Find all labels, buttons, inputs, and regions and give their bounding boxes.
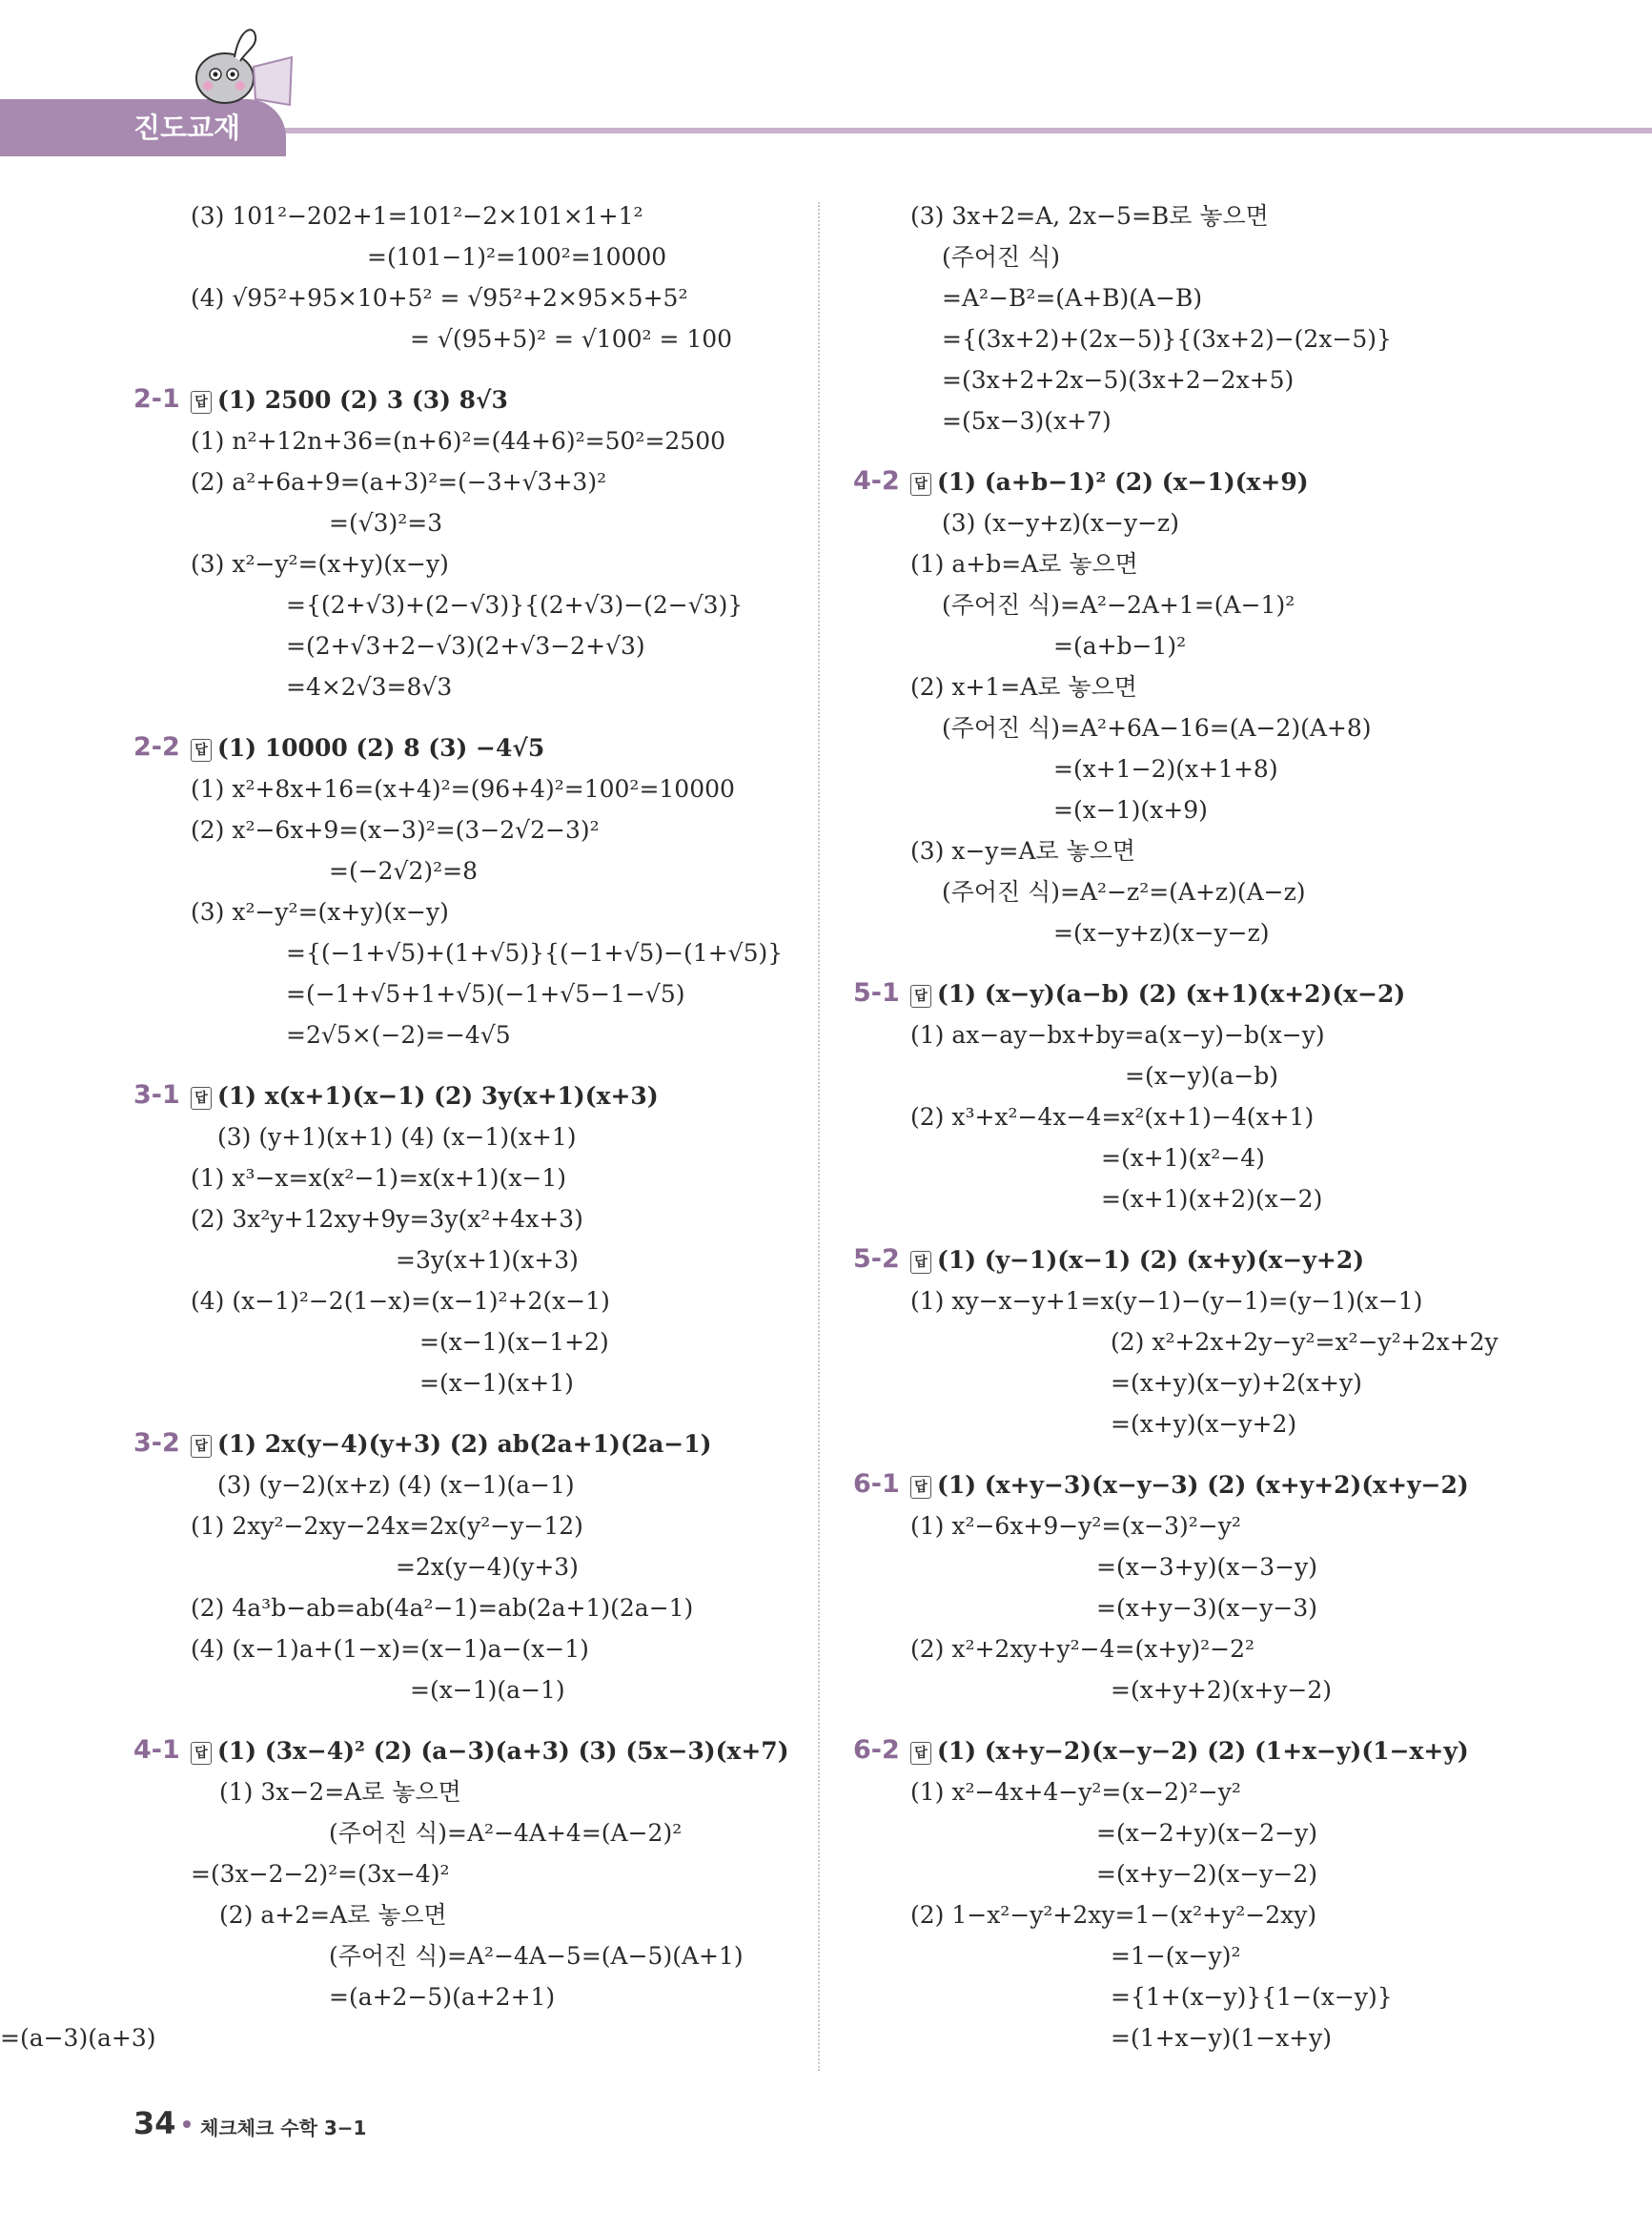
footer-bullet bbox=[183, 2120, 191, 2128]
rabbit-mascot-icon bbox=[187, 19, 301, 114]
solution-line: =(a−3)(a+3) bbox=[0, 2024, 156, 2052]
solution-line: (1) xy−x−y+1=x(y−1)−(y−1)=(y−1)(x−1) bbox=[910, 1287, 1423, 1315]
problem-number-3-1: 3-1 bbox=[133, 1080, 180, 1110]
answer-badge-icon: 답 bbox=[910, 985, 931, 1008]
solution-line: = √(95+5)² = √100² = 100 bbox=[410, 325, 733, 353]
answer-badge-icon: 답 bbox=[910, 1742, 931, 1765]
solution-line: (2) x²+2xy+y²−4=(x+y)²−2² bbox=[910, 1635, 1255, 1663]
solution-line: (주어진 식)=A²−4A+4=(A−2)² bbox=[329, 1819, 683, 1847]
solution-line: =(3x−2−2)²=(3x−4)² bbox=[191, 1860, 450, 1888]
solution-line: (2) x²−6x+9=(x−3)²=(3−2√2−3)² bbox=[191, 816, 600, 844]
solution-line: (3) x²−y²=(x+y)(x−y) bbox=[191, 550, 449, 578]
book-title: 체크체크 수학 3−1 bbox=[200, 2117, 367, 2139]
answer-text: (1) (3x−4)² (2) (a−3)(a+3) (3) (5x−3)(x+7) bbox=[217, 1737, 789, 1765]
solution-line: =(x−1)(x+9) bbox=[1053, 796, 1208, 824]
solution-line: ={1+(x−y)}{1−(x−y)} bbox=[1111, 1983, 1393, 2011]
answer-line bbox=[191, 1082, 659, 1111]
answer-text: (1) (a+b−1)² (2) (x−1)(x+9) bbox=[937, 468, 1309, 496]
solution-line: =(√3)²=3 bbox=[329, 509, 443, 537]
answer-badge-icon: 답 bbox=[910, 1476, 931, 1499]
solution-line: (3) 101²−202+1=101²−2×101×1+1² bbox=[191, 202, 643, 230]
answer-text: (1) (x−y)(a−b) (2) (x+1)(x+2)(x−2) bbox=[937, 980, 1406, 1008]
problem-number-6-2: 6-2 bbox=[853, 1735, 900, 1765]
solution-line: ={(−1+√5)+(1+√5)}{(−1+√5)−(1+√5)} bbox=[286, 939, 784, 967]
solution-line: ={(3x+2)+(2x−5)}{(3x+2)−(2x−5)} bbox=[942, 325, 1392, 353]
solution-line: =(x−1)(x−1+2) bbox=[419, 1328, 609, 1356]
solution-line: (1) 3x−2=A로 놓으면 bbox=[219, 1778, 461, 1806]
answer-line bbox=[191, 1430, 711, 1459]
answer-line bbox=[191, 734, 544, 763]
solution-line: (1) x³−x=x(x²−1)=x(x+1)(x−1) bbox=[191, 1164, 567, 1192]
problem-number-2-2: 2-2 bbox=[133, 732, 180, 762]
solution-line: (2) 4a³b−ab=ab(4a²−1)=ab(2a+1)(2a−1) bbox=[191, 1594, 694, 1622]
solution-line: =(a+2−5)(a+2+1) bbox=[329, 1983, 556, 2011]
answer-badge-icon: 답 bbox=[910, 1251, 931, 1274]
column-divider bbox=[818, 202, 820, 2071]
answer-badge-icon: 답 bbox=[191, 739, 212, 762]
solution-line: =(x+1)(x+2)(x−2) bbox=[1101, 1185, 1323, 1213]
solution-line: =4×2√3=8√3 bbox=[286, 673, 453, 701]
answer-text: (1) 2x(y−4)(y+3) (2) ab(2a+1)(2a−1) bbox=[217, 1430, 712, 1458]
solution-line: (1) x²−6x+9−y²=(x−3)²−y² bbox=[910, 1512, 1241, 1540]
solution-line: =(2+√3+2−√3)(2+√3−2+√3) bbox=[286, 632, 645, 660]
solution-line: =(5x−3)(x+7) bbox=[942, 407, 1112, 435]
solution-line: =(x+y)(x−y+2) bbox=[1111, 1410, 1297, 1438]
solution-line: (1) a+b=A로 놓으면 bbox=[910, 550, 1138, 578]
answer-line bbox=[910, 1246, 1364, 1275]
answer-line bbox=[191, 1737, 789, 1766]
solution-line: (1) n²+12n+36=(n+6)²=(44+6)²=50²=2500 bbox=[191, 427, 726, 455]
answer-line bbox=[910, 1737, 1469, 1766]
problem-number-5-1: 5-1 bbox=[853, 978, 900, 1008]
solution-line: =(x+y)(x−y)+2(x+y) bbox=[1111, 1369, 1362, 1397]
problem-number-2-1: 2-1 bbox=[133, 384, 180, 414]
solution-line: (1) ax−ay−bx+by=a(x−y)−b(x−y) bbox=[910, 1021, 1325, 1049]
solution-line: =(a+b−1)² bbox=[1053, 632, 1187, 660]
solution-line: (2) a²+6a+9=(a+3)²=(−3+√3+3)² bbox=[191, 468, 607, 496]
answer-text: (1) (x+y−3)(x−y−3) (2) (x+y+2)(x+y−2) bbox=[937, 1471, 1469, 1499]
solution-line: =(x+y+2)(x+y−2) bbox=[1111, 1676, 1333, 1704]
solution-line: =(1+x−y)(1−x+y) bbox=[1111, 2024, 1333, 2052]
solution-line: =(x−1)(a−1) bbox=[410, 1676, 565, 1704]
solution-line: =1−(x−y)² bbox=[1111, 1942, 1241, 1970]
solution-line: (4) (x−1)²−2(1−x)=(x−1)²+2(x−1) bbox=[191, 1287, 610, 1315]
answer-text: (1) 2500 (2) 3 (3) 8√3 bbox=[217, 386, 508, 414]
solution-line: =(x−y)(a−b) bbox=[1125, 1062, 1278, 1090]
solution-line: =2√5×(−2)=−4√5 bbox=[286, 1021, 511, 1049]
page-number: 34 bbox=[133, 2105, 176, 2141]
answer-text: (1) (y−1)(x−1) (2) (x+y)(x−y+2) bbox=[937, 1246, 1365, 1274]
answer-badge-icon: 답 bbox=[191, 1742, 212, 1765]
solution-line: (4) √95²+95×10+5² = √95²+2×95×5+5² bbox=[191, 284, 688, 312]
solution-line: (3) x−y=A로 놓으면 bbox=[910, 837, 1136, 865]
answer-line bbox=[910, 1471, 1469, 1500]
solution-line: (3) (y+1)(x+1) (4) (x−1)(x+1) bbox=[217, 1123, 577, 1151]
solution-line: (4) (x−1)a+(1−x)=(x−1)a−(x−1) bbox=[191, 1635, 589, 1663]
problem-number-3-2: 3-2 bbox=[133, 1428, 180, 1458]
solution-line: (주어진 식)=A²−z²=(A+z)(A−z) bbox=[942, 878, 1306, 906]
answer-badge-icon: 답 bbox=[910, 473, 931, 496]
solution-line: (2) x+1=A로 놓으면 bbox=[910, 673, 1137, 701]
solution-line: =2x(y−4)(y+3) bbox=[396, 1553, 579, 1581]
solution-line: (3) (y−2)(x+z) (4) (x−1)(a−1) bbox=[217, 1471, 575, 1499]
solution-line: =(x+y−2)(x−y−2) bbox=[1096, 1860, 1318, 1888]
solution-line: (2) a+2=A로 놓으면 bbox=[219, 1901, 447, 1929]
solution-line: (3) (x−y+z)(x−y−z) bbox=[942, 509, 1179, 537]
answer-badge-icon: 답 bbox=[191, 391, 212, 414]
solution-line: (주어진 식)=A²+6A−16=(A−2)(A+8) bbox=[942, 714, 1372, 742]
solution-line: (주어진 식)=A²−2A+1=(A−1)² bbox=[942, 591, 1295, 619]
solution-line: =3y(x+1)(x+3) bbox=[396, 1246, 579, 1274]
solution-line: (2) x²+2x+2y−y²=x²−y²+2x+2y bbox=[1111, 1328, 1499, 1356]
chapter-tab-label: 진도교재 bbox=[133, 112, 241, 144]
answer-badge-icon: 답 bbox=[191, 1435, 212, 1458]
solution-line: (주어진 식) bbox=[942, 243, 1061, 271]
solution-line: =(x+1)(x²−4) bbox=[1101, 1144, 1265, 1172]
answer-line bbox=[910, 980, 1405, 1009]
solution-line: =(x−y+z)(x−y−z) bbox=[1053, 919, 1270, 947]
solution-line: (2) 1−x²−y²+2xy=1−(x²+y²−2xy) bbox=[910, 1901, 1317, 1929]
problem-number-4-1: 4-1 bbox=[133, 1735, 180, 1765]
answer-badge-icon: 답 bbox=[191, 1087, 212, 1110]
solution-line: ={(2+√3)+(2−√3)}{(2+√3)−(2−√3)} bbox=[286, 591, 744, 619]
solution-line: =(x−3+y)(x−3−y) bbox=[1096, 1553, 1318, 1581]
solution-line: =(−1+√5+1+√5)(−1+√5−1−√5) bbox=[286, 980, 685, 1008]
solution-line: (2) 3x²y+12xy+9y=3y(x²+4x+3) bbox=[191, 1205, 583, 1233]
solution-line: =(x−2+y)(x−2−y) bbox=[1096, 1819, 1318, 1847]
answer-text: (1) 10000 (2) 8 (3) −4√5 bbox=[217, 734, 545, 762]
solution-line: (3) 3x+2=A, 2x−5=B로 놓으면 bbox=[910, 202, 1269, 230]
problem-number-5-2: 5-2 bbox=[853, 1244, 900, 1274]
solution-line: (1) x²−4x+4−y²=(x−2)²−y² bbox=[910, 1778, 1241, 1806]
solution-line: (주어진 식)=A²−4A−5=(A−5)(A+1) bbox=[329, 1942, 744, 1970]
solution-line: =(−2√2)²=8 bbox=[329, 857, 479, 885]
answer-text: (1) x(x+1)(x−1) (2) 3y(x+1)(x+3) bbox=[217, 1082, 659, 1110]
answer-line bbox=[910, 468, 1309, 497]
solution-line: =(3x+2+2x−5)(3x+2−2x+5) bbox=[942, 366, 1295, 394]
answer-line bbox=[191, 386, 508, 415]
answer-text: (1) (x+y−2)(x−y−2) (2) (1+x−y)(1−x+y) bbox=[937, 1737, 1469, 1765]
solution-line: =A²−B²=(A+B)(A−B) bbox=[942, 284, 1203, 312]
solution-line: =(101−1)²=100²=10000 bbox=[367, 243, 667, 271]
solution-line: (2) x³+x²−4x−4=x²(x+1)−4(x+1) bbox=[910, 1103, 1315, 1131]
solution-line: (1) 2xy²−2xy−24x=2x(y²−y−12) bbox=[191, 1512, 583, 1540]
solution-line: =(x−1)(x+1) bbox=[419, 1369, 574, 1397]
solution-line: (3) x²−y²=(x+y)(x−y) bbox=[191, 898, 449, 926]
solution-line: =(x+y−3)(x−y−3) bbox=[1096, 1594, 1318, 1622]
solution-line: (1) x²+8x+16=(x+4)²=(96+4)²=100²=10000 bbox=[191, 775, 735, 803]
problem-number-4-2: 4-2 bbox=[853, 466, 900, 496]
problem-number-6-1: 6-1 bbox=[853, 1469, 900, 1499]
solution-line: =(x+1−2)(x+1+8) bbox=[1053, 755, 1278, 783]
